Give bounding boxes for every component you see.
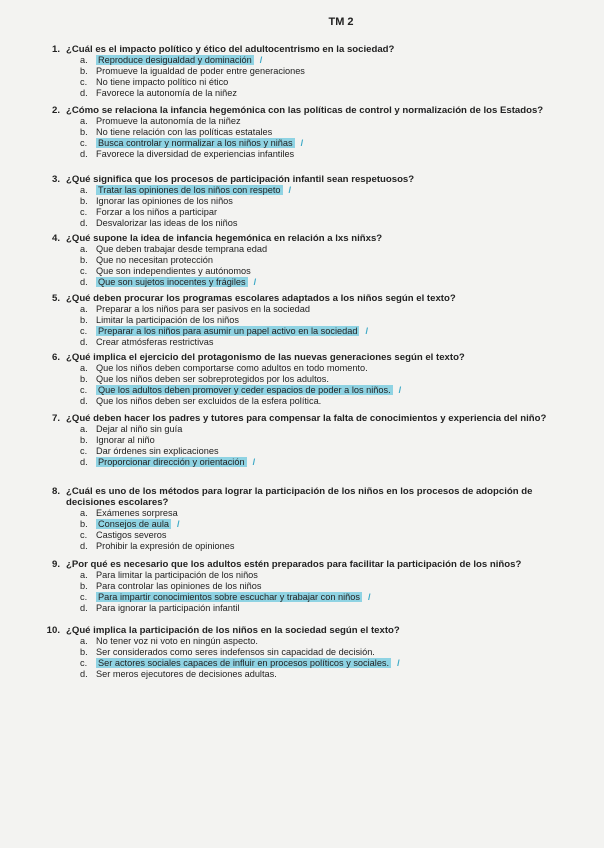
- option-letter: a.: [80, 570, 88, 580]
- question-text: ¿Qué significa que los procesos de participación infantil sean respetuosos?: [66, 174, 415, 185]
- question-text: ¿Qué implica el ejercicio del protagonismo de las nuevas generaciones según el texto?: [66, 352, 465, 363]
- question-text: ¿Qué implica la participación de los niños en la sociedad según el texto?: [66, 625, 400, 636]
- option-d: [80, 396, 584, 407]
- option-text: Promueve la igualdad de poder entre generaciones: [96, 65, 305, 76]
- question-8: [36, 486, 584, 552]
- option-d: [80, 457, 584, 468]
- option-text: Que los niños deben comportarse como adultos en todo momento.: [96, 363, 368, 373]
- option-letter: b.: [80, 254, 88, 265]
- option-d: [80, 88, 584, 99]
- option-c: [80, 138, 584, 149]
- option-d: [80, 218, 584, 229]
- option-letter: b.: [80, 314, 88, 325]
- check-mark: /: [300, 137, 304, 148]
- check-mark: /: [259, 55, 263, 65]
- highlighted-answer: Que los adultos deben promover y ceder espacios de poder a los niños.: [98, 384, 391, 395]
- check-mark: /: [365, 325, 369, 336]
- option-letter: a.: [80, 116, 88, 126]
- option-letter: c.: [80, 657, 88, 668]
- check-mark: /: [398, 384, 402, 395]
- option-b: [80, 315, 584, 326]
- option-text: Para limitar la participación de los niños: [96, 570, 258, 580]
- option-text: Crear atmósferas restrictivas: [96, 336, 214, 347]
- option-letter: c.: [80, 137, 88, 148]
- option-b: [80, 127, 584, 138]
- question-number: 7.: [51, 413, 60, 424]
- option-letter: c.: [80, 445, 88, 456]
- option-text: [96, 138, 584, 149]
- option-b: [80, 196, 584, 207]
- option-b: [80, 519, 584, 530]
- highlighted-answer: Tratar las opiniones de los niños con respeto: [98, 185, 281, 195]
- check-mark: /: [367, 591, 371, 602]
- option-text: [96, 185, 584, 196]
- option-a: [80, 363, 584, 374]
- option-letter: d.: [80, 217, 88, 228]
- question-number: 2.: [51, 105, 60, 116]
- question-number: 5.: [51, 293, 60, 304]
- option-text: Ignorar las opiniones de los niños: [96, 195, 233, 206]
- option-letter: b.: [80, 65, 88, 76]
- option-text: [96, 277, 584, 288]
- question-text: ¿Cuál es el impacto político y ético del adultocentrismo en la sociedad?: [66, 44, 395, 55]
- option-letter: b.: [80, 434, 88, 445]
- option-letter: b.: [80, 126, 88, 137]
- question-number: 9.: [51, 559, 60, 570]
- option-d: [80, 277, 584, 288]
- option-text: [96, 519, 584, 530]
- highlighted-answer: Preparar a los niños para asumir un papel activo en la sociedad: [98, 325, 358, 336]
- question-text: ¿Qué supone la idea de infancia hegemónica en relación a lxs niñxs?: [66, 233, 383, 244]
- check-mark: /: [397, 657, 400, 668]
- option-text: Prohibir la expresión de opiniones: [96, 540, 235, 551]
- question-number: 4.: [51, 233, 60, 244]
- question-3: [36, 174, 584, 229]
- option-c: [80, 326, 584, 337]
- question-text: ¿Cómo se relaciona la infancia hegemónica con las políticas de control y normalización de los Estados?: [66, 105, 544, 116]
- option-d: [80, 337, 584, 348]
- option-b: [80, 374, 584, 385]
- check-mark: /: [288, 185, 292, 195]
- option-text: Promueve la autonomía de la niñez: [96, 116, 241, 126]
- highlighted-answer: Para impartir conocimientos sobre escuchar y trabajar con niños: [98, 591, 360, 602]
- option-a: [80, 424, 584, 435]
- option-letter: d.: [80, 336, 88, 347]
- option-letter: d.: [80, 395, 88, 406]
- question-text: ¿Cuál es uno de los métodos para lograr la participación de los niños en los procesos de adopción de decisiones escolares?: [66, 486, 533, 508]
- option-text: Exámenes sorpresa: [96, 508, 178, 518]
- option-letter: c.: [80, 265, 88, 276]
- option-letter: d.: [80, 276, 88, 287]
- option-letter: a.: [80, 185, 88, 195]
- question-1: [36, 44, 584, 99]
- option-text: Ser meros ejecutores de decisiones adultas.: [96, 668, 277, 679]
- question-text: ¿Por qué es necesario que los adultos estén preparados para facilitar la participación de los niños?: [66, 559, 522, 570]
- question-9: [36, 559, 584, 614]
- option-letter: a.: [80, 424, 88, 434]
- option-c: [80, 658, 584, 669]
- option-letter: d.: [80, 540, 88, 551]
- option-d: [80, 603, 584, 614]
- option-c: [80, 77, 584, 88]
- question-5: [36, 293, 584, 348]
- option-b: [80, 647, 584, 658]
- option-c: [80, 530, 584, 541]
- option-text: Forzar a los niños a participar: [96, 206, 218, 217]
- highlighted-answer: Consejos de aula: [98, 518, 169, 529]
- option-letter: d.: [80, 456, 88, 467]
- option-c: [80, 385, 584, 396]
- highlighted-answer: Reproduce desigualdad y dominación: [98, 55, 252, 65]
- option-letter: a.: [80, 304, 88, 314]
- option-text: Que no necesitan protección: [96, 254, 213, 265]
- option-d: [80, 149, 584, 160]
- option-text: [96, 326, 584, 337]
- option-text: Desvalorizar las ideas de los niños: [96, 217, 238, 228]
- option-a: [80, 570, 584, 581]
- option-letter: b.: [80, 195, 88, 206]
- highlighted-answer: Proporcionar dirección y orientación: [98, 456, 245, 467]
- option-letter: d.: [80, 602, 88, 613]
- option-letter: b.: [80, 518, 88, 529]
- option-b: [80, 581, 584, 592]
- option-a: [80, 244, 584, 255]
- question-number: 8.: [51, 486, 60, 497]
- option-b: [80, 435, 584, 446]
- option-d: [80, 669, 584, 680]
- option-letter: a.: [80, 508, 88, 518]
- option-text: Favorece la autonomía de la niñez: [96, 87, 237, 98]
- option-text: Que deben trabajar desde temprana edad: [96, 244, 268, 254]
- check-mark: /: [252, 456, 256, 467]
- option-text: No tiene relación con las políticas estatales: [96, 126, 273, 137]
- option-text: Castigos severos: [96, 529, 167, 540]
- option-letter: c.: [80, 76, 88, 87]
- option-letter: c.: [80, 206, 88, 217]
- highlighted-answer: Ser actores sociales capaces de influir en procesos políticos y sociales.: [98, 657, 390, 668]
- option-a: [80, 636, 584, 647]
- option-c: [80, 592, 584, 603]
- option-text: Favorece la diversidad de experiencias infantiles: [96, 148, 295, 159]
- option-a: [80, 116, 584, 127]
- question-text: ¿Qué deben procurar los programas escolares adaptados a los niños según el texto?: [66, 293, 456, 304]
- option-c: [80, 207, 584, 218]
- option-text: Dejar al niño sin guía: [96, 424, 183, 434]
- option-text: Para controlar las opiniones de los niños: [96, 580, 262, 591]
- option-letter: d.: [80, 668, 88, 679]
- page-title: TM 2: [328, 16, 354, 28]
- option-text: No tiene impacto político ni ético: [96, 76, 229, 87]
- option-letter: b.: [80, 580, 88, 591]
- question-number: 3.: [51, 174, 60, 185]
- option-letter: c.: [80, 384, 88, 395]
- check-mark: /: [253, 276, 257, 287]
- option-text: Preparar a los niños para ser pasivos en la sociedad: [96, 304, 310, 314]
- option-text: Dar órdenes sin explicaciones: [96, 445, 219, 456]
- option-letter: a.: [80, 55, 88, 65]
- option-letter: a.: [80, 363, 88, 373]
- option-b: [80, 66, 584, 77]
- option-letter: d.: [80, 87, 88, 98]
- question-4: [36, 233, 584, 288]
- option-a: [80, 185, 584, 196]
- option-letter: c.: [80, 529, 88, 540]
- option-letter: c.: [80, 591, 88, 602]
- question-7: [36, 413, 584, 468]
- option-text: [96, 592, 584, 603]
- question-6: [36, 352, 584, 407]
- option-text: No tener voz ni voto en ningún aspecto.: [96, 636, 258, 646]
- option-a: [80, 304, 584, 315]
- option-c: [80, 446, 584, 457]
- option-text: Que son independientes y autónomos: [96, 265, 251, 276]
- option-letter: a.: [80, 244, 88, 254]
- highlighted-answer: Busca controlar y normalizar a los niños y niñas: [98, 137, 293, 148]
- option-letter: a.: [80, 636, 88, 646]
- option-text: Ser considerados como seres indefensos sin capacidad de decisión.: [96, 646, 375, 657]
- option-text: Que los niños deben ser sobreprotegidos por los adultos.: [96, 373, 329, 384]
- option-text: Que los niños deben ser excluidos de la esfera política.: [96, 395, 322, 406]
- question-2: [36, 105, 584, 160]
- option-text: [96, 457, 584, 468]
- option-a: [80, 508, 584, 519]
- option-text: Limitar la participación de los niños: [96, 314, 239, 325]
- question-10: [36, 625, 584, 680]
- option-c: [80, 266, 584, 277]
- option-b: [80, 255, 584, 266]
- option-letter: c.: [80, 325, 88, 336]
- question-number: 6.: [51, 352, 60, 363]
- option-text: Para ignorar la participación infantil: [96, 602, 240, 613]
- question-number: 10.: [46, 625, 60, 636]
- question-number: 1.: [51, 44, 60, 55]
- option-text: [96, 385, 584, 396]
- option-letter: b.: [80, 373, 88, 384]
- question-text: ¿Qué deben hacer los padres y tutores para compensar la falta de conocimientos y experiencia del niño?: [66, 413, 547, 424]
- highlighted-answer: Que son sujetos inocentes y frágiles: [98, 276, 246, 287]
- check-mark: /: [177, 518, 180, 529]
- option-letter: d.: [80, 148, 88, 159]
- option-letter: b.: [80, 646, 88, 657]
- option-text: [96, 55, 584, 66]
- option-text: [96, 658, 584, 669]
- option-d: [80, 541, 584, 552]
- option-text: Ignorar al niño: [96, 434, 155, 445]
- option-a: [80, 55, 584, 66]
